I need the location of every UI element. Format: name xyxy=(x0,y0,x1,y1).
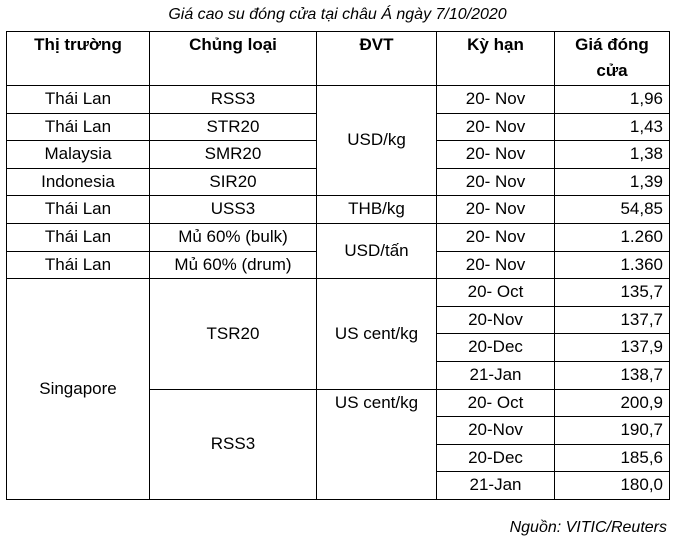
cell-market: Thái Lan xyxy=(7,196,150,224)
cell-type: RSS3 xyxy=(150,86,317,114)
cell-price: 1.360 xyxy=(555,251,670,279)
table-row xyxy=(7,86,670,114)
cell-type: STR20 xyxy=(150,113,317,141)
table-header-row xyxy=(7,32,670,86)
rubber-price-table xyxy=(6,31,670,500)
cell-market: Thái Lan xyxy=(7,223,150,251)
cell-term: 20-Dec xyxy=(437,444,555,472)
cell-type: Mủ 60% (drum) xyxy=(150,251,317,279)
cell-unit: USD/tấn xyxy=(317,223,437,278)
header-unit: ĐVT xyxy=(317,32,437,86)
cell-market: Thái Lan xyxy=(7,86,150,114)
cell-term: 20- Nov xyxy=(437,113,555,141)
cell-term: 20- Nov xyxy=(437,168,555,196)
cell-term: 21-Jan xyxy=(437,361,555,389)
table-caption: Giá cao su đóng cửa tại châu Á ngày 7/10/2020 xyxy=(168,6,507,23)
cell-price: 1,38 xyxy=(555,141,670,169)
table-row xyxy=(7,223,670,251)
cell-market: Thái Lan xyxy=(7,251,150,279)
cell-type-tsr20: TSR20 xyxy=(150,279,317,389)
cell-term: 20- Nov xyxy=(437,141,555,169)
cell-type: USS3 xyxy=(150,196,317,224)
cell-term: 20- Oct xyxy=(437,389,555,417)
cell-price: 1,39 xyxy=(555,168,670,196)
cell-unit: THB/kg xyxy=(317,196,437,224)
cell-type: Mủ 60% (bulk) xyxy=(150,223,317,251)
cell-term: 20-Nov xyxy=(437,417,555,445)
cell-term: 20- Nov xyxy=(437,251,555,279)
table-row xyxy=(7,279,670,307)
cell-price: 190,7 xyxy=(555,417,670,445)
cell-price: 1,96 xyxy=(555,86,670,114)
table-row xyxy=(7,196,670,224)
cell-price: 137,7 xyxy=(555,306,670,334)
header-market: Thị trường xyxy=(7,32,150,86)
cell-price: 200,9 xyxy=(555,389,670,417)
cell-unit: US cent/kg xyxy=(317,389,437,499)
cell-market-singapore: Singapore xyxy=(7,279,150,500)
header-price xyxy=(555,32,670,86)
cell-term: 20- Oct xyxy=(437,279,555,307)
cell-price: 185,6 xyxy=(555,444,670,472)
cell-unit: US cent/kg xyxy=(317,279,437,389)
header-type: Chủng loại xyxy=(150,32,317,86)
cell-price: 180,0 xyxy=(555,472,670,500)
cell-unit: USD/kg xyxy=(317,86,437,196)
cell-market: Indonesia xyxy=(7,168,150,196)
cell-price: 1.260 xyxy=(555,223,670,251)
cell-term: 20-Nov xyxy=(437,306,555,334)
source-note: Nguồn: VITIC/Reuters xyxy=(509,519,667,536)
cell-price: 135,7 xyxy=(555,279,670,307)
cell-term: 20-Dec xyxy=(437,334,555,362)
header-price-label: Giá đóng cửa xyxy=(575,35,649,80)
cell-term: 21-Jan xyxy=(437,472,555,500)
cell-term: 20- Nov xyxy=(437,223,555,251)
cell-term: 20- Nov xyxy=(437,196,555,224)
cell-market: Malaysia xyxy=(7,141,150,169)
cell-price: 137,9 xyxy=(555,334,670,362)
cell-type: SMR20 xyxy=(150,141,317,169)
cell-type: SIR20 xyxy=(150,168,317,196)
cell-market: Thái Lan xyxy=(7,113,150,141)
cell-term: 20- Nov xyxy=(437,86,555,114)
header-term: Kỳ hạn xyxy=(437,32,555,86)
cell-type-rss3: RSS3 xyxy=(150,389,317,499)
cell-price: 1,43 xyxy=(555,113,670,141)
cell-price: 138,7 xyxy=(555,361,670,389)
cell-price: 54,85 xyxy=(555,196,670,224)
